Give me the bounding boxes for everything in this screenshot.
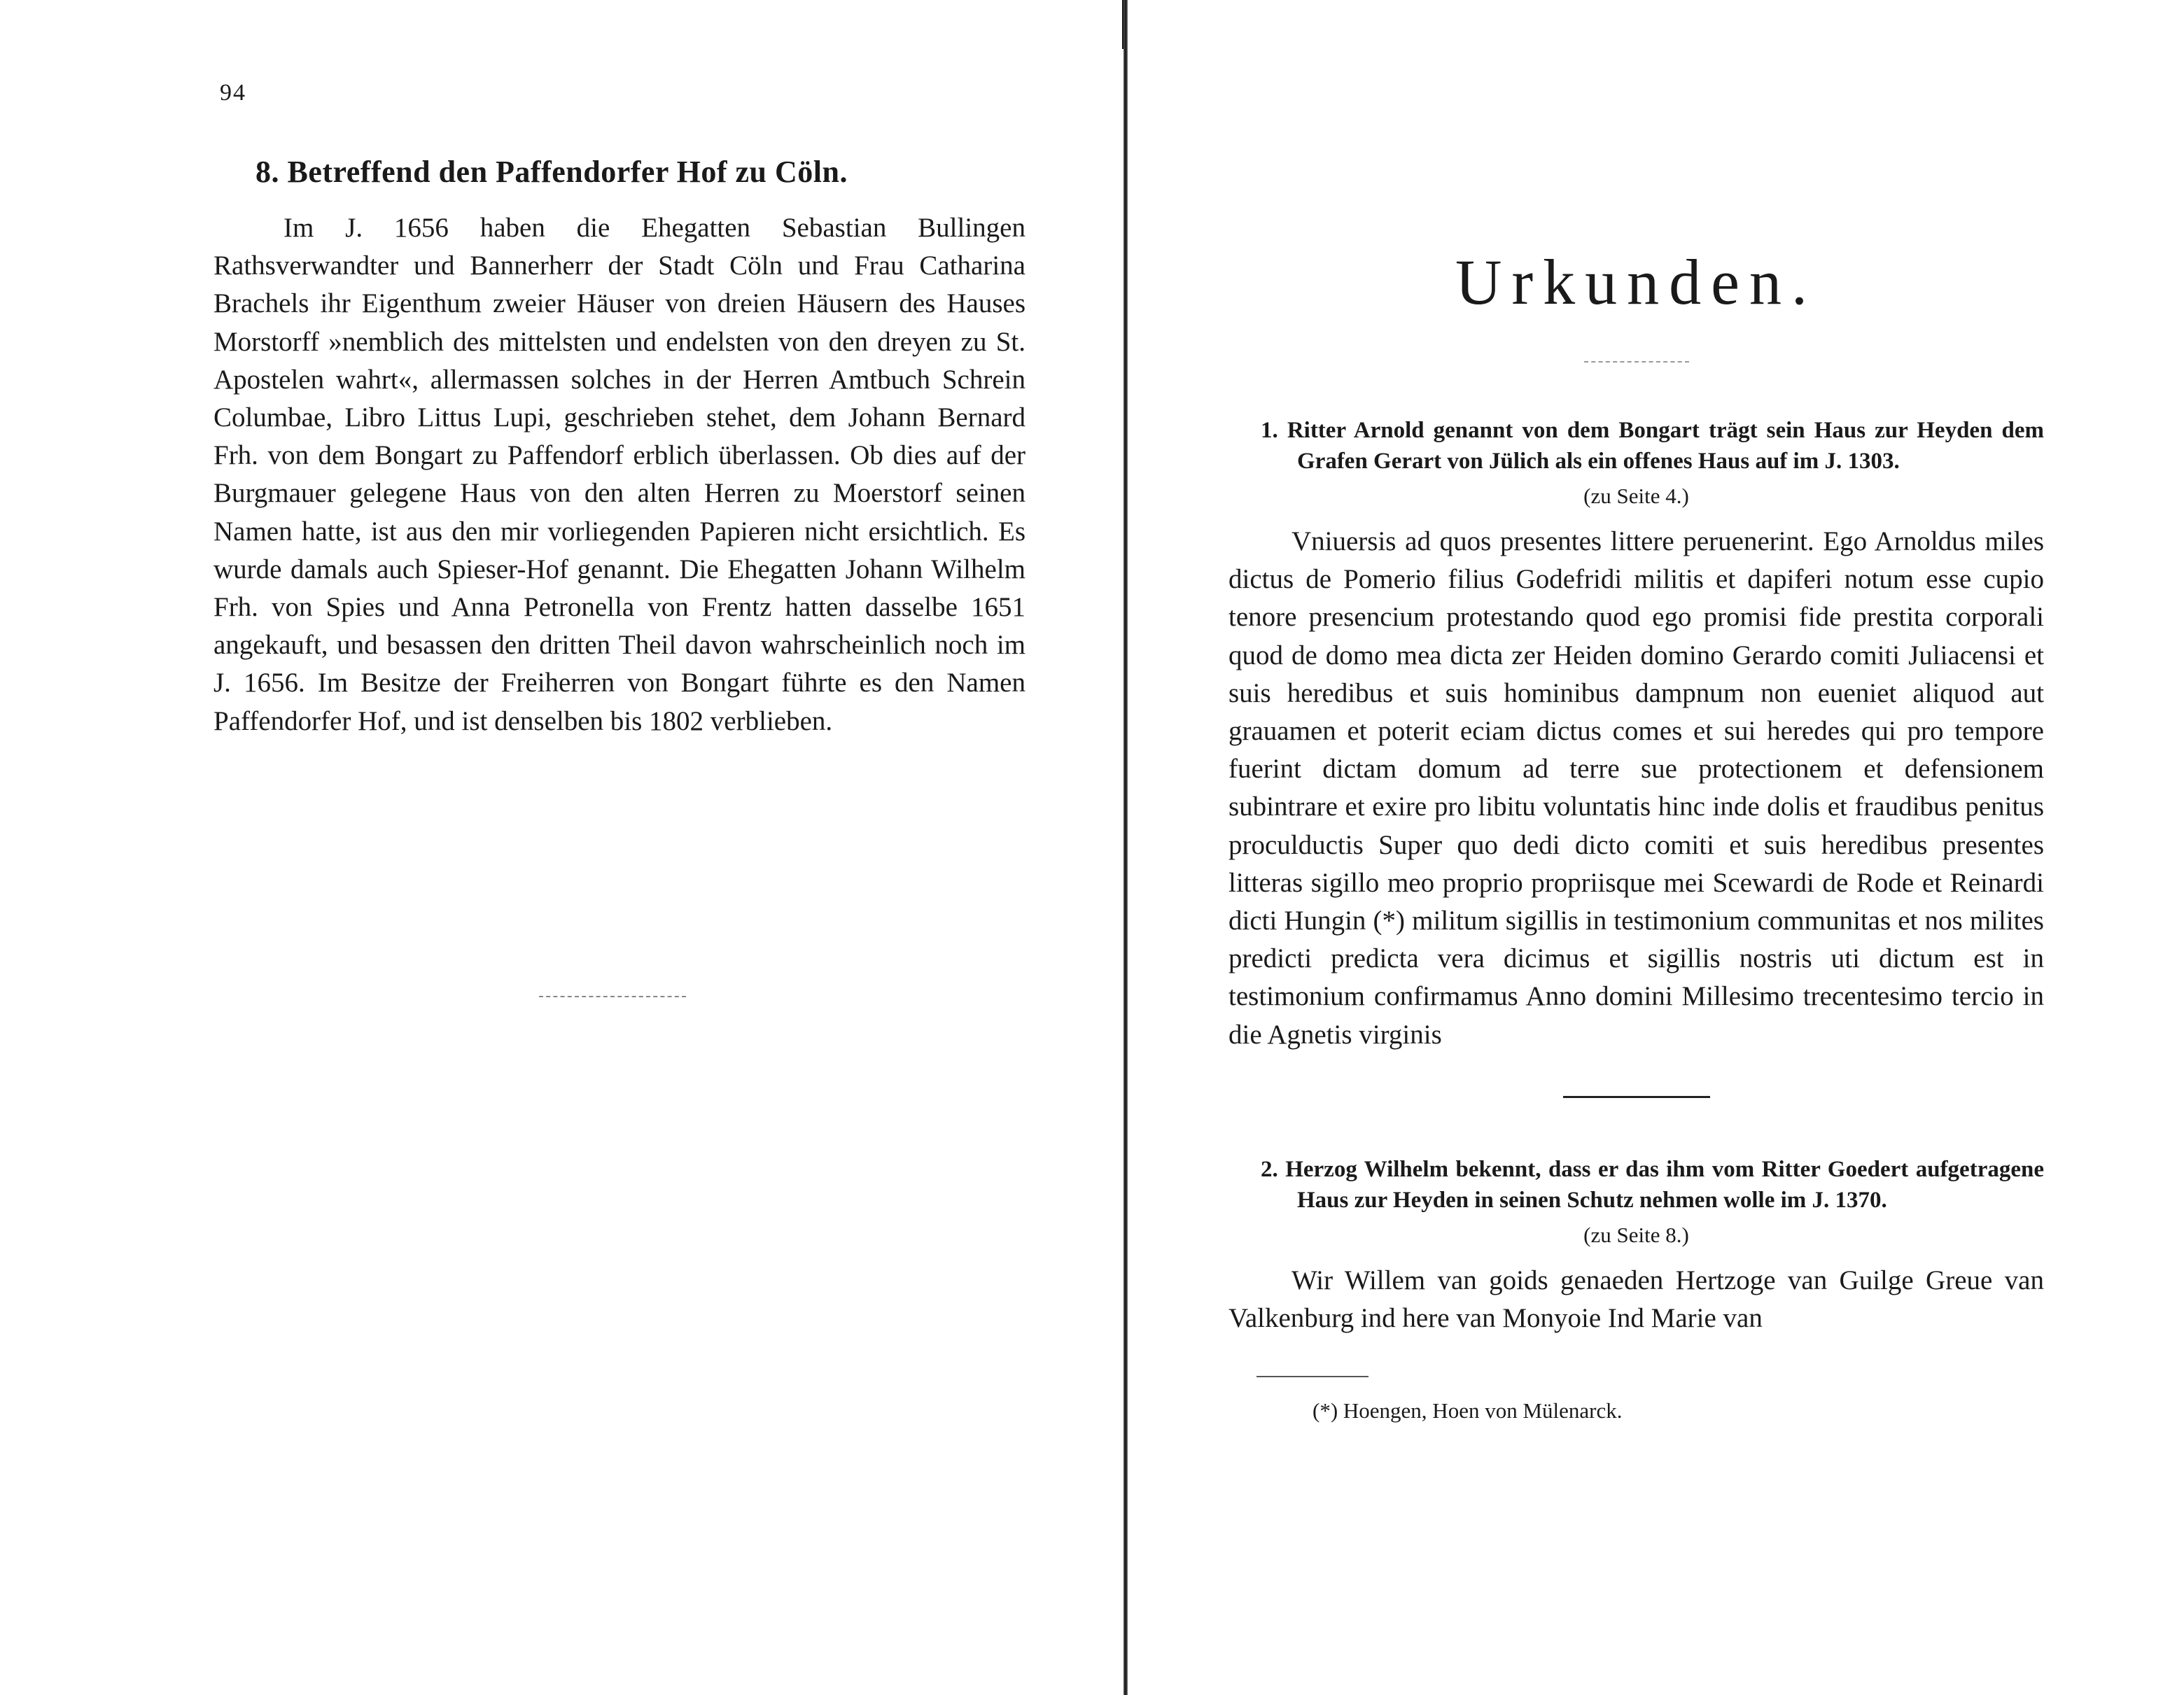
- document-2-text: Wir Willem van goids genaeden Hertzoge van Guilge Greue van Valkenburg ind here van Monyoie Ind Marie van: [1228, 1265, 2044, 1334]
- footnote-rule: [1256, 1376, 1368, 1377]
- document-divider: [1563, 1096, 1710, 1098]
- document-1-heading: 1. Ritter Arnold genannt von dem Bongart trägt sein Haus zur Heyden dem Grafen Gerart von Jülich als ein offenes Haus auf im J. 1303.: [1261, 418, 2044, 474]
- document-2-heading: 2. Herzog Wilhelm bekennt, dass er das ihm vom Ritter Goedert aufgetragene Haus zur Heyden in seinen Schutz nehmen wolle im J. 1370.: [1261, 1156, 2044, 1213]
- book-gutter: [1124, 0, 1128, 1695]
- page-title: Urkunden.: [1455, 246, 1817, 318]
- section-heading: 8. Betreffend den Paffendorfer Hof zu Cöln.: [255, 155, 848, 189]
- left-body: [214, 209, 1026, 740]
- document-1-reference: (zu Seite 4.): [1583, 484, 1689, 508]
- left-page: [210, 70, 1029, 997]
- page-number: 94: [220, 80, 246, 106]
- left-paragraph: Im J. 1656 haben die Ehegatten Sebastian Bullingen Rathsverwandter und Bannerherr der Stadt Cöln und Frau Catharina Brachels ihr Eigenthum zweier Häuser von dreien Häusern des Hauses Morstorff »nemblich des mittelsten und endelsten von den dreyen zu St. Apostelen wahrt«, allermassen solches in der Herren Amtbuch Schrein Columbae, Libro Littus Lupi, geschrieben stehet, dem Johann Bernard Frh. von dem Bongart zu Paffendorf erblich überlassen. Ob dies auf der Burgmauer gelegene Haus von den alten Herren zu Moerstorf seinen Namen hatte, ist aus den mir vorliegenden Papieren nicht ersichtlich. Es wurde damals auch Spieser-Hof genannt. Die Ehegatten Johann Wilhelm Frh. von Spies und Anna Petronella von Frentz hatten dasselbe 1651 angekauft, und besassen den dritten Theil davon wahrscheinlich noch im J. 1656. Im Besitze der Freiherren von Bongart führte es den Namen Paffendorfer Hof, und ist denselben bis 1802 verblieben.: [214, 213, 1026, 736]
- end-ornament: [539, 996, 686, 997]
- footnote: (*) Hoengen, Hoen von Mülenarck.: [1312, 1398, 1623, 1423]
- title-ornament: [1584, 361, 1689, 363]
- right-page: [1228, 70, 2044, 1423]
- document-1-text: Vniuersis ad quos presentes littere peruenerint. Ego Arnoldus miles dictus de Pomerio filius Godefridi militis et dapiferi notum esse cupio tenore presencium protestando quod ego promisi fide prestita corporali quod de domo mea dicta zer Heiden domino Gerardo comiti Juliacensi et suis heredibus et suis hominibus dampnum non eueniet aliquod aut grauamen et poterit eciam dictus comes et sui heredes qui pro tempore fuerint dictam domum ad terre sue protectionem et defensionem subintrare et exire pro libitu voluntatis hinc inde dolis et fraudibus penitus proculductis Super quo dedi dicto comiti et suis heredibus presentes litteras sigillo meo proprio propriisque mei Scewardi de Rode et Reinardi dicti Hungin (*) militum sigillis in testimonium communitas et nos milites predicti predicta vera dicimus et sigillis nostris uti dictum est in testimonium confirmamus Anno domini Millesimo trecentesimo tercio in die Agnetis virginis: [1228, 526, 2044, 1050]
- document-2-reference: (zu Seite 8.): [1583, 1222, 1689, 1247]
